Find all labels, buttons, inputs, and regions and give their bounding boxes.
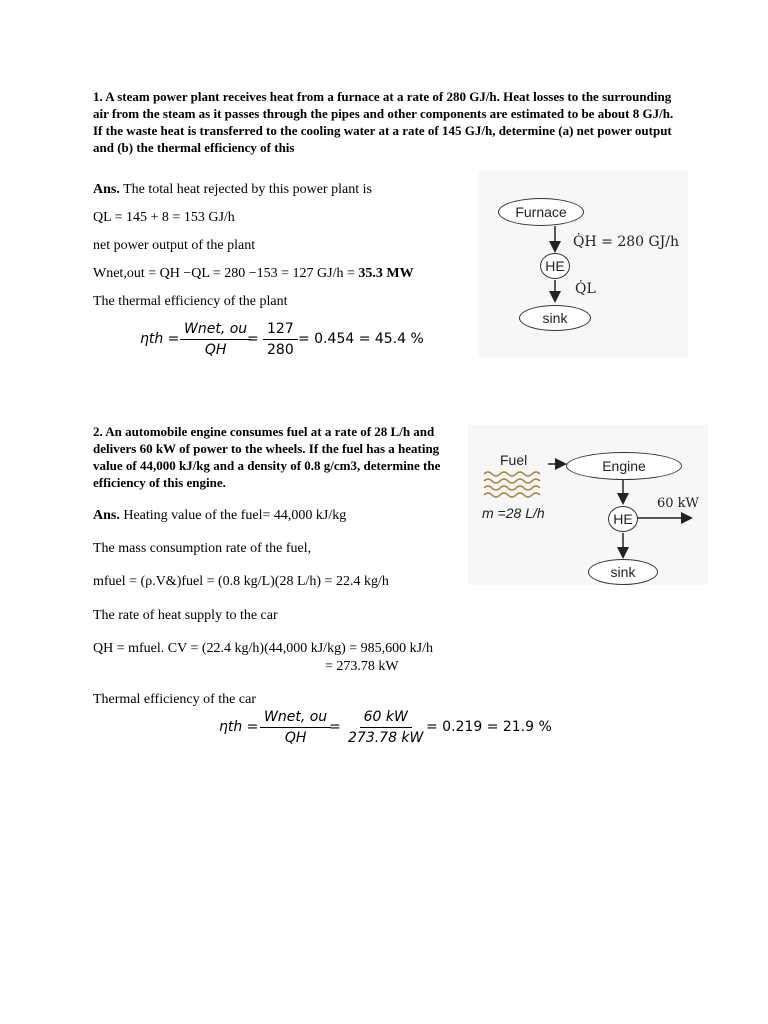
sink-node: sink [519,305,591,331]
power-label: 60 kW [657,496,699,511]
fraction-numerator: Wnet, ou [180,320,251,340]
ql-label: Q̇L [575,281,596,297]
wnet-equation-prefix: Wnet,out = QH −QL = 280 −153 = 127 GJ/h = [93,266,359,281]
fraction-numerator: 60 kW [360,708,412,728]
eta-lhs: ηth = [140,331,180,347]
mass-rate-text: The mass consumption rate of the fuel, [93,541,312,556]
mfuel-equation: mfuel = (ρ.V&)fuel = (0.8 kg/L)(28 L/h) = 22.4 kg/h [93,574,389,589]
eta-lhs: ηth = [219,719,259,735]
ans-text: The total heat rejected by this power plant is [123,182,372,197]
thermal-eff-text: The thermal efficiency of the plant [93,294,288,309]
heat-rate-text: The rate of heat supply to the car [93,608,278,623]
fraction-numerator: Wnet, ou [260,708,331,728]
qh-label: Q̇H = 280 GJ/h [573,234,680,250]
ql-equation: QL = 145 + 8 = 153 GJ/h [93,210,235,225]
fraction-denominator: 280 [267,342,294,358]
equals-sign: = [329,719,341,735]
fraction-denominator: 273.78 kW [348,730,424,746]
he-node: HE [540,253,570,279]
sink-node: sink [588,559,658,585]
fraction-denominator: QH [284,730,307,746]
he-node: HE [608,506,638,532]
ans-label: Ans. [93,508,120,523]
ans-label: Ans. [93,182,120,197]
furnace-node: Furnace [498,198,584,226]
problem1-statement: 1. A steam power plant receives heat from a furnace at a rate of 280 GJ/h. Heat losses to the surrounding air from the steam as it passes through the pipes and other components are estimated to be about 8 GJ/h. If the waste heat is transferred to the cooling water at a rate of 145 GJ/h, determine (a) net power output and (b) the thermal efficiency of this [93,89,674,155]
thermal-eff-text: Thermal efficiency of the car [93,692,256,707]
rate-label: m =28 L/h [482,505,545,521]
fraction-numerator: 127 [263,320,298,340]
engine-node: Engine [566,452,682,480]
efficiency-result: = 0.454 = 45.4 % [298,331,424,347]
fuel-label: Fuel [500,452,528,468]
problem2-statement: 2. An automobile engine consumes fuel at a rate of 28 L/h and delivers 60 kW of power to the wheels. If the fuel has a heating value of 44,000 kJ/kg and a density of 0.8 g/cm3, determine the efficiency of this engine. [93,424,441,490]
ans-text: Heating value of the fuel= 44,000 kJ/kg [123,508,347,523]
wnet-result: 35.3 MW [358,266,414,281]
qh-equation: QH = mfuel. CV = (22.4 kg/h)(44,000 kJ/kg) = 985,600 kJ/h [93,641,433,656]
efficiency-result: = 0.219 = 21.9 % [426,719,552,735]
fraction-denominator: QH [204,342,227,358]
equals-sign: = [247,331,259,347]
fuel-wave-icon [484,472,540,497]
net-power-text: net power output of the plant [93,238,256,253]
qh-equation-continued: = 273.78 kW [325,659,399,674]
